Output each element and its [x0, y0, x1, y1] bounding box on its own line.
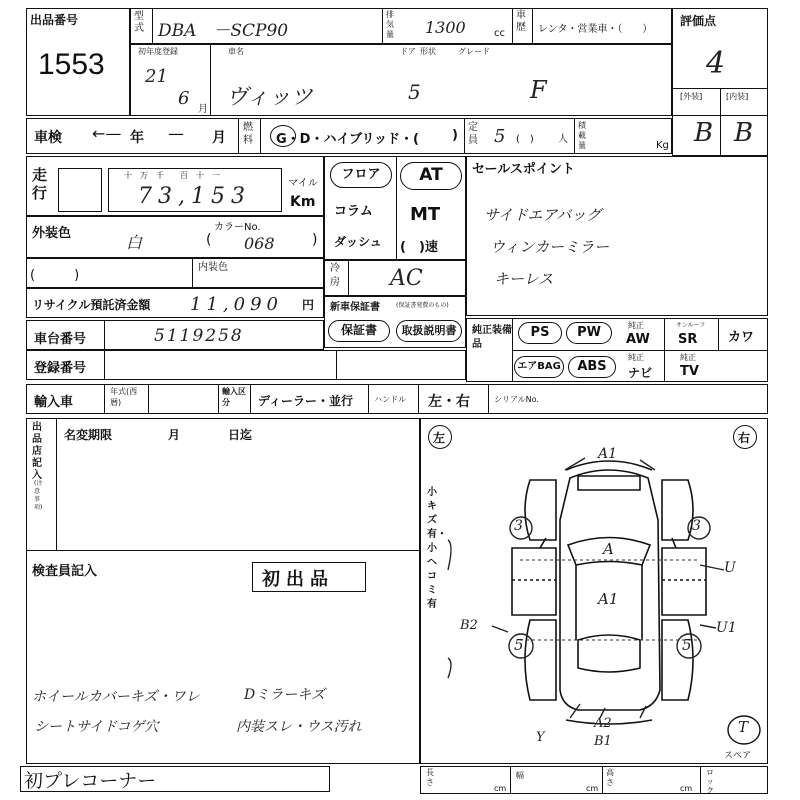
- type-value: DBA －SCP90: [158, 21, 289, 41]
- height-unit: cm: [680, 784, 693, 793]
- spare-label: スペア: [724, 751, 752, 761]
- corner-label: 初プレコーナー: [24, 770, 157, 792]
- recycle-unit: 円: [302, 298, 315, 312]
- rename-label: 名変期限: [64, 428, 113, 442]
- score-value: 4: [706, 46, 726, 81]
- mark-u: U: [724, 560, 736, 576]
- unit-mile: マイル: [288, 178, 318, 189]
- sr: SR: [678, 332, 698, 347]
- fuel-options: G・D・ハイブリッド・(: [276, 132, 419, 147]
- mark-u1: U1: [716, 620, 737, 636]
- registration-label: 登録番号: [34, 361, 87, 376]
- rename-day: 日迄: [228, 428, 253, 442]
- lot-number: 1553: [38, 48, 105, 81]
- mark-3-left: 3: [514, 518, 523, 534]
- length-label: 長さ: [426, 768, 434, 787]
- shaken-label: 車検: [34, 130, 62, 146]
- sr-label: サンルーフ: [676, 322, 706, 329]
- handle-value: 左・右: [428, 394, 470, 410]
- tv-label: 純正: [680, 353, 696, 362]
- aw-label: 純正: [628, 321, 644, 330]
- at-option-circled: AT: [400, 162, 462, 190]
- warranty-sub: (保証書発費のもの): [396, 302, 449, 309]
- mark-a-windshield: A: [603, 540, 614, 558]
- mileage-digits-header: 十 万 千 百 十 一: [124, 171, 220, 180]
- notes-side-label: 出品店記入: [32, 422, 42, 481]
- diagram-side-legend: 小キズ 有・小ヘコミ 有: [427, 487, 447, 610]
- grade-value: F: [530, 76, 547, 104]
- diagram-left-label: 左: [433, 431, 446, 445]
- mark-a1-roof: A1: [598, 590, 619, 608]
- displacement-value: 1300: [425, 18, 466, 37]
- lock-label: ロック: [706, 768, 714, 795]
- speed-option: ( )速: [400, 240, 438, 255]
- mark-b1-rear: B1: [594, 734, 612, 749]
- ps-circled: PS: [518, 322, 562, 344]
- note-line-1: ホイールカバーキズ・ワレ: [32, 689, 200, 705]
- note-line-1b: Dミラーキズ: [244, 687, 325, 703]
- first-reg-label: 初年度登録: [138, 47, 178, 56]
- type-label: 型式: [134, 11, 144, 34]
- warranty-label: 新車保証書: [330, 302, 380, 313]
- mileage-label: 走行: [32, 166, 48, 202]
- month-unit: 月: [198, 104, 208, 115]
- rename-month: 月: [168, 428, 181, 442]
- handle-label: ハンドル: [374, 395, 406, 404]
- tv: TV: [680, 364, 699, 379]
- spare-letter: T: [738, 718, 749, 736]
- mark-a1-front: A1: [598, 446, 618, 462]
- aw: AW: [626, 332, 650, 347]
- exterior-color-label: 外装色: [32, 226, 72, 241]
- fuel-label: 燃料: [243, 122, 253, 146]
- capacity-value: 5: [494, 126, 506, 147]
- mark-y: Y: [536, 730, 545, 745]
- history-label: 車歴: [516, 10, 526, 33]
- shape-label: 形状: [420, 47, 436, 56]
- color-no-value: 068: [244, 234, 275, 253]
- manual-circled: 取扱説明書: [396, 320, 462, 342]
- displacement-unit: cc: [494, 28, 505, 39]
- recycle-label: リサイクル預託済金額: [32, 298, 151, 312]
- mark-5-left: 5: [514, 636, 524, 654]
- serial-label: シリアルNo.: [494, 395, 539, 404]
- year-unit: 年: [130, 130, 144, 146]
- capacity-paren: ( ): [516, 134, 534, 145]
- history-value: レンタ・営業車・（ ）: [538, 24, 653, 35]
- fuel-close: ): [452, 128, 458, 143]
- equipment-label: 純正装備品: [472, 325, 512, 350]
- carname-label: 車名: [228, 47, 244, 56]
- first-listing: 初出品: [262, 569, 334, 590]
- chassis-value: 5119258: [154, 326, 244, 346]
- first-reg-year: 21: [145, 66, 168, 87]
- month-unit-2: 月: [212, 130, 226, 146]
- score-label: 評価点: [680, 14, 717, 28]
- import-year-label: 年式(西暦): [110, 387, 138, 407]
- sales-points-label: セールスポイント: [472, 162, 575, 177]
- dash-option: ダッシュ: [334, 235, 382, 249]
- load-label: 積載量: [578, 121, 586, 150]
- pw-circled: PW: [566, 322, 612, 344]
- mark-a2-rear: A2: [594, 716, 612, 731]
- sales-point-2: ウィンカーミラー: [490, 238, 610, 256]
- first-reg-month: 6: [178, 88, 190, 109]
- exterior-color-value: 白: [126, 233, 143, 252]
- mark-5-right: 5: [682, 636, 692, 654]
- chassis-label: 車台番号: [34, 332, 87, 347]
- interior-grade-label: [内装]: [726, 92, 749, 101]
- color-no-label: カラーNo.: [214, 222, 261, 233]
- unit-km: Km: [290, 194, 316, 210]
- import-class-value: ディーラー・並行: [258, 394, 354, 408]
- inspector-label: 検査員記入: [32, 564, 98, 579]
- capacity-label: 定員: [468, 122, 478, 146]
- width-label: 幅: [516, 771, 524, 780]
- interior-grade-value: B: [734, 118, 754, 148]
- sales-point-3: キーレス: [494, 270, 554, 288]
- warranty-cert-circled: 保証書: [328, 320, 390, 342]
- notes-side-sub: (注意事項): [34, 480, 43, 511]
- abs-circled: ABS: [568, 356, 616, 378]
- doors-value: 5: [408, 80, 421, 104]
- height-label: 高さ: [606, 768, 614, 787]
- note-line-2b: 内装スレ・ウス汚れ: [236, 719, 362, 735]
- doors-label: ドア: [400, 47, 416, 56]
- exterior-grade-value: B: [694, 118, 714, 148]
- column-option: コラム: [334, 204, 373, 219]
- aircon-value: AC: [390, 266, 423, 291]
- note-line-2: シートサイドコゲ穴: [34, 719, 159, 735]
- mileage-value: 73,153: [138, 184, 251, 209]
- import-label: 輸入車: [34, 395, 74, 410]
- recycle-value: 11,090: [190, 294, 283, 315]
- floor-option-circled: フロア: [330, 162, 392, 188]
- navi: ナビ: [628, 366, 653, 380]
- load-unit: Kg: [656, 140, 669, 151]
- carname-value: ヴィッツ: [226, 85, 313, 110]
- lot-label: 出品番号: [30, 13, 79, 27]
- navi-label: 純正: [628, 353, 644, 362]
- import-class-label: 輸入区分: [222, 387, 246, 407]
- interior-paren: ( ): [30, 268, 80, 283]
- width-unit: cm: [586, 784, 599, 793]
- length-unit: cm: [494, 784, 507, 793]
- mark-3-right: 3: [692, 518, 701, 534]
- interior-color-label: 内装色: [198, 262, 228, 273]
- leather: カワ: [728, 330, 755, 345]
- aircon-label: 冷房: [330, 263, 340, 288]
- airbag-circled: エアBAG: [514, 356, 564, 378]
- diagram-right-label: 右: [738, 431, 751, 445]
- sales-point-1: サイドエアバッグ: [484, 206, 602, 224]
- mt-option: MT: [410, 204, 441, 225]
- displacement-label: 排気量: [386, 10, 394, 39]
- exterior-grade-label: [外装]: [680, 92, 703, 101]
- mark-b2: B2: [460, 618, 478, 633]
- capacity-unit: 人: [558, 134, 568, 145]
- grade-label: グレード: [458, 47, 490, 56]
